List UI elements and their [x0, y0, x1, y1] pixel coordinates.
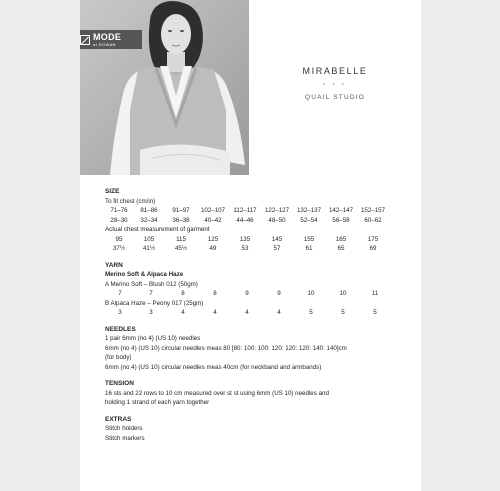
table-cell: 8	[181, 290, 185, 297]
table-cell: 115	[176, 235, 186, 243]
fit-cm-row	[105, 206, 410, 216]
table-cell: 5	[341, 309, 345, 316]
table-cell: 65	[337, 245, 345, 252]
table-cell: 175	[367, 235, 379, 243]
table-cell: 91–97	[172, 207, 190, 214]
pattern-page	[80, 0, 421, 491]
table-cell: 11	[371, 290, 379, 297]
table-cell: 32–34	[140, 216, 158, 224]
brand-sub: at ROWAN	[93, 41, 116, 47]
size-section	[105, 187, 410, 254]
table-cell: 40–42	[204, 216, 222, 224]
needles-line: (for body)	[105, 354, 132, 361]
size-heading: SIZE	[105, 188, 120, 195]
brand-name: MODE	[93, 31, 122, 42]
tension-line: 16 sts and 22 rows to 10 cm measured over st st using 6mm (US 10) needles and	[105, 389, 329, 397]
title-block	[249, 66, 421, 101]
needles-section	[105, 325, 410, 373]
pattern-title: MIRABELLE	[302, 66, 368, 76]
needles-line: 6mm (no 4) (US 10) circular needles meas 80 [80: 100: 100: 120: 120: 120: 140: 140]cm	[105, 344, 347, 352]
yarn-b-row	[105, 308, 410, 318]
table-cell: 5	[309, 309, 313, 316]
table-cell: 81–86	[140, 207, 158, 214]
table-cell: 135	[239, 235, 251, 243]
yarn-section	[105, 261, 410, 318]
table-cell: 145	[271, 235, 283, 243]
table-cell: 36–38	[172, 216, 190, 224]
table-cell: 125	[207, 235, 219, 243]
table-cell: 4	[213, 309, 217, 316]
table-cell: 4	[245, 309, 249, 316]
table-cell: 102–107	[200, 207, 226, 214]
yarn-a-row	[105, 289, 410, 299]
needles-line: 1 pair 6mm (no 4) (US 10) needles	[105, 335, 201, 342]
table-cell: 165	[335, 235, 347, 243]
table-cell: 155	[303, 235, 315, 243]
extras-item: Stitch holders	[105, 425, 143, 432]
table-cell: 53	[241, 245, 249, 252]
actual-cm-row	[105, 235, 410, 245]
table-cell: 4	[181, 309, 185, 316]
designer-name: QUAIL STUDIO	[304, 94, 366, 101]
extras-item: Stitch markers	[105, 434, 145, 442]
tension-line: holding 1 strand of each yarn together	[105, 399, 210, 406]
table-cell: 61	[305, 245, 313, 252]
table-cell: 122–127	[264, 207, 290, 214]
logo-mark-icon	[80, 35, 90, 45]
table-cell: 7	[149, 290, 153, 297]
table-cell: 69	[369, 245, 377, 252]
difficulty-stars: * * *	[323, 83, 347, 89]
table-cell: 105	[143, 235, 155, 243]
tension-heading: TENSION	[105, 380, 134, 387]
table-cell: 71–76	[110, 207, 128, 214]
pattern-details	[105, 187, 410, 450]
table-cell: 8	[213, 290, 217, 297]
table-cell: 37½	[112, 245, 126, 252]
model-photo	[80, 0, 249, 175]
table-cell: 95	[115, 235, 123, 243]
actual-label: Actual chest measurement of garment	[105, 226, 210, 233]
table-cell: 9	[277, 290, 281, 297]
table-cell: 10	[339, 290, 347, 297]
needles-heading: NEEDLES	[105, 325, 136, 333]
table-cell: 10	[307, 290, 315, 297]
yarn-subheading: Merino Soft & Alpaca Haze	[105, 271, 184, 278]
table-cell: 52–54	[300, 216, 318, 224]
table-cell: 41½	[142, 245, 156, 252]
table-cell: 112–117	[233, 207, 257, 214]
table-cell: 3	[118, 309, 122, 316]
table-cell: 49	[209, 245, 217, 252]
fit-label: To fit chest (cm/in)	[105, 197, 156, 205]
table-cell: 152–157	[360, 207, 386, 214]
yarn-a-label: A Merino Soft – Blush 012 (50gm)	[105, 280, 198, 288]
table-cell: 132–137	[296, 207, 322, 214]
table-cell: 7	[118, 290, 122, 297]
table-cell: 28–30	[110, 216, 128, 224]
table-cell: 9	[245, 290, 249, 297]
tension-section	[105, 379, 410, 408]
table-cell: 5	[373, 309, 377, 316]
table-cell: 45½	[174, 245, 188, 252]
yarn-b-label: B Alpaca Haze – Peony 017 (25gm)	[105, 299, 204, 307]
table-cell: 44–46	[236, 216, 254, 224]
extras-section	[105, 415, 410, 444]
table-cell: 56–58	[332, 216, 350, 224]
extras-heading: EXTRAS	[105, 415, 132, 423]
brand-logo	[80, 30, 142, 49]
table-cell: 60–62	[364, 216, 382, 224]
actual-in-row	[105, 244, 410, 254]
needles-line: 6mm (no 4) (US 10) circular needles meas 40cm (for neckband and armbands)	[105, 363, 322, 371]
table-cell: 57	[273, 245, 281, 252]
table-cell: 3	[149, 309, 153, 316]
table-cell: 48–50	[268, 216, 286, 224]
table-cell: 4	[277, 309, 281, 316]
table-cell: 142–147	[328, 207, 354, 214]
yarn-heading: YARN	[105, 261, 123, 269]
fit-in-row	[105, 216, 410, 226]
